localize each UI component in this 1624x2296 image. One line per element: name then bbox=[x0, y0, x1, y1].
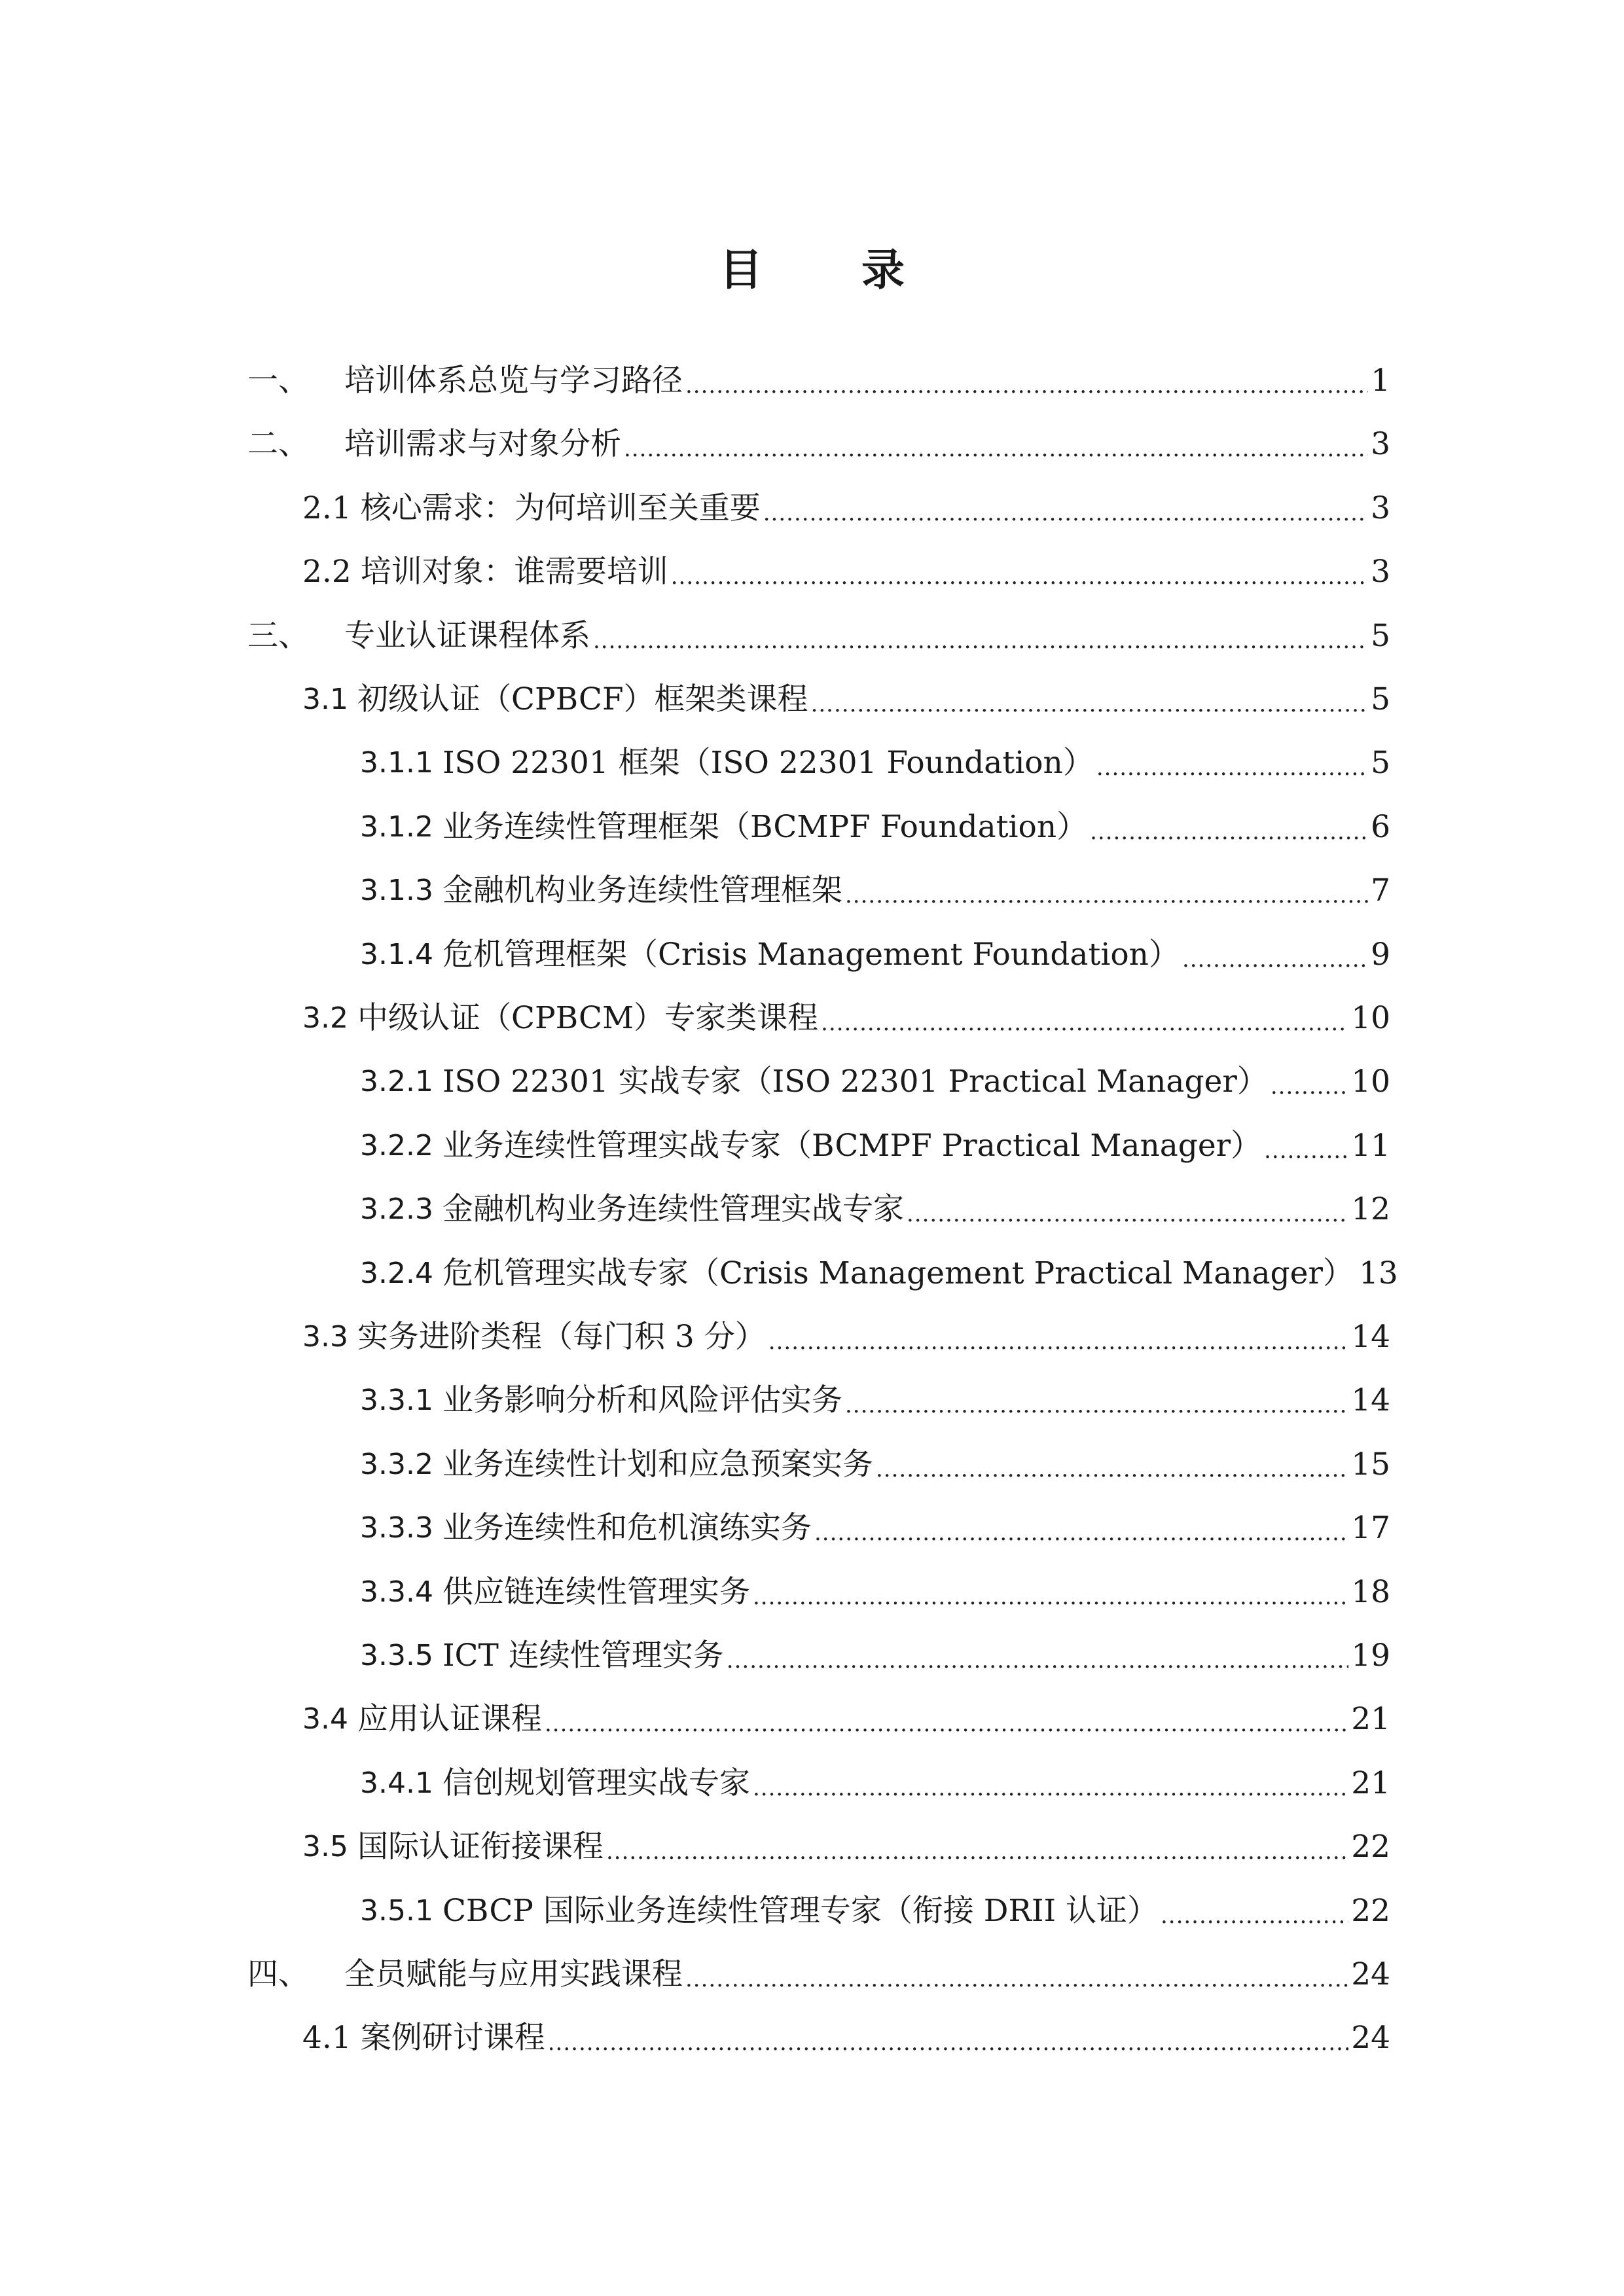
toc-entry[interactable] bbox=[360, 1505, 1390, 1551]
toc-entry-number: 2.2 bbox=[302, 554, 352, 590]
toc-entry-title: 应用认证课程 bbox=[357, 1701, 542, 1737]
toc-entry-page-number: 3 bbox=[1371, 490, 1390, 526]
toc-entry-number: 3.3.1 bbox=[360, 1384, 433, 1417]
dot-leader bbox=[1090, 804, 1368, 850]
toc-entry[interactable] bbox=[360, 868, 1390, 914]
toc-entry[interactable] bbox=[302, 549, 1390, 595]
dot-leader bbox=[821, 996, 1348, 1041]
toc-entry-number: 2.1 bbox=[302, 490, 352, 526]
toc-entry-number: 3.3.4 bbox=[360, 1575, 433, 1609]
toc-entry-number: 3.1 bbox=[302, 683, 348, 716]
toc-entry-page-number: 13 bbox=[1358, 1255, 1398, 1291]
toc-entry[interactable] bbox=[360, 1888, 1390, 1934]
page-title: 目 录 bbox=[719, 245, 947, 295]
toc-entry-page-number: 14 bbox=[1351, 1382, 1390, 1418]
dot-leader bbox=[624, 422, 1368, 467]
toc-entry-number: 3.3.3 bbox=[360, 1511, 433, 1545]
toc-entry-number: 3.4.1 bbox=[360, 1767, 433, 1800]
toc-entry-number: 3.2.1 bbox=[360, 1065, 433, 1098]
toc-entry-page-number: 9 bbox=[1371, 937, 1390, 973]
toc-entry[interactable] bbox=[360, 1378, 1390, 1424]
toc-entry[interactable] bbox=[302, 1696, 1390, 1742]
dot-leader bbox=[671, 549, 1368, 595]
toc-entry[interactable] bbox=[360, 1442, 1390, 1488]
dot-leader bbox=[763, 486, 1368, 531]
toc-entry-title: 业务连续性计划和应急预案实务 bbox=[442, 1446, 873, 1482]
toc-entry[interactable] bbox=[360, 804, 1390, 850]
toc-entry-page-number: 11 bbox=[1351, 1128, 1390, 1164]
dot-leader bbox=[845, 868, 1368, 914]
dot-leader bbox=[1271, 1059, 1348, 1105]
toc-entry-title: 实务进阶类程（每门积 3 分） bbox=[357, 1319, 766, 1355]
dot-leader bbox=[876, 1442, 1348, 1488]
toc-entry-page-number: 10 bbox=[1351, 1000, 1390, 1036]
dot-leader bbox=[545, 1696, 1348, 1742]
toc-entry-title: 业务连续性管理实战专家（BCMPF Practical Manager） bbox=[442, 1128, 1262, 1164]
dot-leader bbox=[1264, 1123, 1348, 1169]
toc-entry[interactable] bbox=[360, 1570, 1390, 1615]
toc-entry-page-number: 10 bbox=[1351, 1064, 1390, 1100]
dot-leader bbox=[845, 1378, 1348, 1424]
toc-entry-title: 初级认证（CPBCF）框架类课程 bbox=[357, 681, 808, 717]
dot-leader bbox=[753, 1761, 1348, 1806]
toc-entry-title: 危机管理实战专家（Crisis Management Practical Manager） bbox=[442, 1255, 1354, 1291]
toc-entry[interactable] bbox=[360, 1761, 1390, 1806]
dot-leader bbox=[811, 677, 1369, 723]
toc-entry-page-number: 21 bbox=[1351, 1701, 1390, 1737]
toc-entry-title: 专业认证课程体系 bbox=[344, 618, 590, 654]
toc-entry-page-number: 3 bbox=[1371, 426, 1390, 462]
toc-entry-number: 四、 bbox=[247, 1956, 309, 1992]
toc-entry-title: 培训需求与对象分析 bbox=[344, 426, 621, 462]
toc-entry-page-number: 18 bbox=[1351, 1574, 1390, 1610]
toc-entry-page-number: 19 bbox=[1351, 1638, 1390, 1674]
toc-entry[interactable] bbox=[302, 1314, 1390, 1360]
toc-entry-title: ICT 连续性管理实务 bbox=[442, 1638, 724, 1674]
toc-entry-number: 3.1.1 bbox=[360, 746, 433, 780]
toc-entry-page-number: 12 bbox=[1351, 1191, 1390, 1227]
toc-entry-number: 三、 bbox=[247, 618, 309, 654]
toc-entry-number: 一、 bbox=[247, 363, 309, 399]
dot-leader bbox=[753, 1570, 1348, 1615]
dot-leader bbox=[727, 1633, 1348, 1679]
toc-entry-title: 业务连续性和危机演练实务 bbox=[442, 1510, 812, 1546]
dot-leader bbox=[1182, 932, 1368, 978]
toc-entry[interactable] bbox=[302, 486, 1390, 531]
toc-entry[interactable] bbox=[360, 1123, 1390, 1169]
toc-entry-title: 金融机构业务连续性管理实战专家 bbox=[442, 1191, 904, 1227]
dot-leader bbox=[814, 1505, 1348, 1551]
toc-entry-title: 供应链连续性管理实务 bbox=[442, 1574, 750, 1610]
toc-entry-number: 3.3 bbox=[302, 1320, 348, 1354]
toc-entry-number: 3.2.2 bbox=[360, 1129, 433, 1162]
toc-entry-title: 国际认证衔接课程 bbox=[357, 1829, 604, 1865]
toc-entry-page-number: 1 bbox=[1371, 363, 1390, 399]
toc-entry[interactable] bbox=[302, 2015, 1390, 2061]
dot-leader bbox=[548, 2015, 1348, 2061]
dot-leader bbox=[1096, 740, 1368, 786]
toc-entry[interactable] bbox=[302, 1824, 1390, 1870]
toc-entry-title: 中级认证（CPBCM）专家类课程 bbox=[357, 1000, 819, 1036]
toc-entry-number: 二、 bbox=[247, 426, 309, 462]
toc-entry[interactable] bbox=[360, 1059, 1390, 1105]
toc-entry-title: 业务影响分析和风险评估实务 bbox=[442, 1382, 842, 1418]
toc-entry-page-number: 14 bbox=[1351, 1319, 1390, 1355]
toc-entry-page-number: 5 bbox=[1371, 618, 1390, 654]
toc-entry-title: 全员赋能与应用实践课程 bbox=[344, 1956, 683, 1992]
toc-entry-number: 3.2 bbox=[302, 1001, 348, 1035]
toc-entry[interactable] bbox=[302, 677, 1390, 723]
toc-entry[interactable] bbox=[360, 1251, 1398, 1297]
toc-entry-title: 危机管理框架（Crisis Management Foundation） bbox=[442, 937, 1180, 973]
toc-entry-title: 案例研讨课程 bbox=[360, 2020, 545, 2056]
toc-entry[interactable] bbox=[247, 613, 1390, 659]
toc-entry[interactable] bbox=[360, 1187, 1390, 1232]
toc-entry-page-number: 7 bbox=[1371, 872, 1390, 908]
toc-entry-title: 核心需求：为何培训至关重要 bbox=[360, 490, 761, 526]
toc-entry-page-number: 5 bbox=[1371, 681, 1390, 717]
toc-entry-title: 培训对象：谁需要培训 bbox=[360, 554, 668, 590]
dot-leader bbox=[1161, 1888, 1348, 1934]
toc-entry-number: 3.5.1 bbox=[360, 1894, 433, 1928]
toc-entry-number: 3.5 bbox=[302, 1830, 348, 1863]
dot-leader bbox=[685, 358, 1368, 404]
toc-entry-title: 信创规划管理实战专家 bbox=[442, 1765, 750, 1801]
toc-entry-number: 3.3.2 bbox=[360, 1448, 433, 1481]
toc-entry-title: ISO 22301 框架（ISO 22301 Foundation） bbox=[442, 745, 1094, 781]
toc-entry-number: 3.1.4 bbox=[360, 938, 433, 971]
toc-entry-number: 3.3.5 bbox=[360, 1639, 433, 1672]
toc-entry-page-number: 24 bbox=[1351, 1956, 1390, 1992]
dot-leader bbox=[593, 613, 1368, 659]
dot-leader bbox=[606, 1824, 1348, 1870]
toc-entry-page-number: 6 bbox=[1371, 809, 1390, 845]
toc-entry-title: CBCP 国际业务连续性管理专家（衔接 DRII 认证） bbox=[442, 1893, 1158, 1929]
toc-entry[interactable] bbox=[247, 1952, 1390, 1998]
toc-entry[interactable] bbox=[247, 422, 1390, 467]
dot-leader bbox=[907, 1187, 1348, 1232]
dot-leader bbox=[768, 1314, 1348, 1360]
toc-entry[interactable] bbox=[360, 740, 1390, 786]
toc-entry-title: 培训体系总览与学习路径 bbox=[344, 363, 683, 399]
toc-entry-page-number: 22 bbox=[1351, 1893, 1390, 1929]
toc-entry-page-number: 3 bbox=[1371, 554, 1390, 590]
toc-entry-page-number: 22 bbox=[1351, 1829, 1390, 1865]
toc-entry-number: 3.1.3 bbox=[360, 874, 433, 907]
toc-entry-title: ISO 22301 实战专家（ISO 22301 Practical Manager） bbox=[442, 1064, 1268, 1100]
toc-entry-number: 3.4 bbox=[302, 1702, 348, 1736]
dot-leader bbox=[685, 1952, 1348, 1998]
toc-entry-number: 3.2.4 bbox=[360, 1257, 433, 1290]
toc-entry-number: 3.2.3 bbox=[360, 1193, 433, 1226]
toc-entry[interactable] bbox=[302, 996, 1390, 1041]
toc-entry-title: 金融机构业务连续性管理框架 bbox=[442, 872, 842, 908]
toc-entry-title: 业务连续性管理框架（BCMPF Foundation） bbox=[442, 809, 1088, 845]
toc-entry-page-number: 21 bbox=[1351, 1765, 1390, 1801]
toc-entry-page-number: 5 bbox=[1371, 745, 1390, 781]
toc-entry[interactable] bbox=[247, 358, 1390, 404]
toc-entry-number: 3.1.2 bbox=[360, 810, 433, 844]
toc-entry-number: 4.1 bbox=[302, 2020, 352, 2056]
toc-entry-page-number: 24 bbox=[1351, 2020, 1390, 2056]
toc-entry[interactable] bbox=[360, 1633, 1390, 1679]
toc-entry-page-number: 17 bbox=[1351, 1510, 1390, 1546]
toc-entry[interactable] bbox=[360, 932, 1390, 978]
toc-entry-page-number: 15 bbox=[1351, 1446, 1390, 1482]
